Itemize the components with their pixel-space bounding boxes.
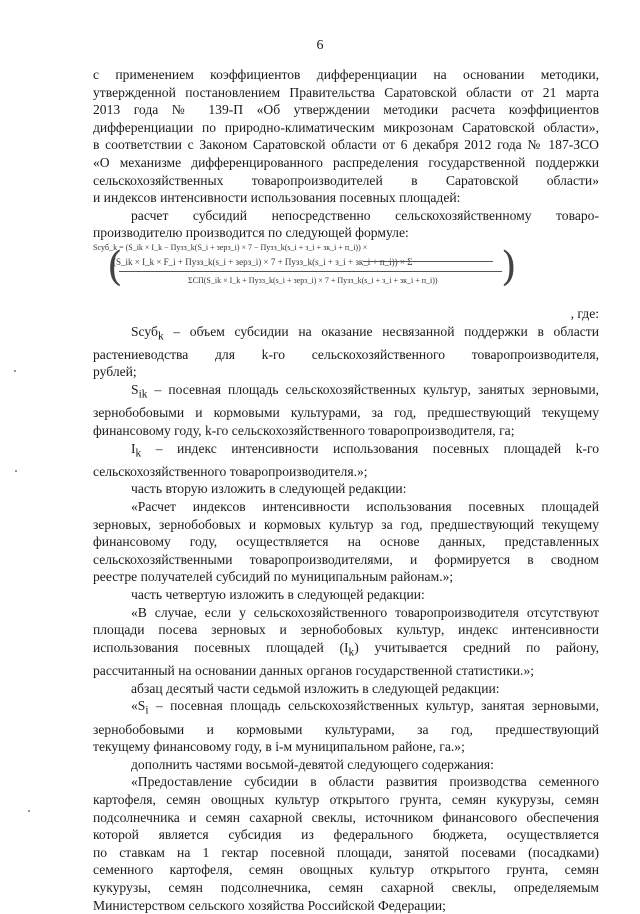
text-line: семенного картофеля, семян овощных культур открытого грунта, семян (93, 862, 599, 878)
definition-text: – индекс интенсивности использования посевных площадей k-го (141, 440, 599, 456)
text-line: дифференциации по природно-климатическим микрозонам Саратовской области», (93, 119, 599, 135)
scan-speck (15, 470, 17, 472)
formula-fraction-bar (119, 271, 502, 272)
text-line (93, 639, 599, 662)
text-line: растениеводства для k-го сельскохозяйственного товаропроизводителя, (93, 346, 599, 362)
document-body (93, 66, 599, 914)
text-line: зерновых, зернобобовых и кормовых культур за год, предшествующий текущему (93, 516, 599, 532)
formula-inner-fraction (363, 261, 493, 262)
text-line: по ставкам на 1 гектар посевной площади, занятой посевами (посадками) (93, 844, 599, 860)
symbol: «S (131, 698, 146, 714)
text-fragment: ) учитывается средний по району, (354, 639, 599, 655)
definition-line (93, 381, 599, 404)
text-line: сельскохозяйственного товаропроизводителя.»; (93, 463, 368, 479)
formula-denominator: ΣСП(S_ik × I_k + Пузз_k(s_i + зерз_i) × 7 + Пузз_k(s_i + з_i + зк_i + п_i)) (188, 275, 438, 285)
symbol-sub: i (145, 705, 149, 717)
text-fragment: использования посевных площадей (I (93, 639, 349, 655)
text-line: рассчитанный на основании данных органов государственной статистики.»; (93, 663, 535, 679)
text-line: финансовому году, осуществляется на основе данных, представленных (93, 534, 599, 550)
definition-line (93, 440, 599, 463)
symbol-sub: k (135, 447, 142, 460)
text-line: площади посева зерновых и зернобобовых культур, индекс интенсивности (93, 622, 599, 638)
text-line: зернобобовыми и кормовыми культурами, за год, предшествующий текущему (93, 405, 599, 421)
text-line: картофеля, семян овощных культур открытого грунта, семян кукурузы, семян (93, 791, 599, 807)
symbol: S (131, 382, 139, 398)
text-line: кукурузы, семян подсолнечника, семян сахарной свеклы, определяемым (93, 879, 599, 895)
text-line: текущему финансовому году, в i-м муниципальном районе, га.»; (93, 739, 465, 755)
text-line: подсолнечника и семян сахарной свеклы, источником финансового обеспечения (93, 809, 599, 825)
formula-paren-left: ( (107, 243, 123, 290)
scan-speck (28, 810, 30, 812)
text-line: сельскохозяйственных товаропроизводителей в Саратовской области» (93, 172, 599, 188)
formula-line-1: Scyб_k = (S_ik × I_k − Пузз_k(S_i + зерз_i) × 7 − Пузз_k(s_i + з_i + зк_i + п_i)) × (93, 242, 368, 252)
text-line: «Предоставление субсидии в области развития производства семенного (131, 774, 599, 790)
amendment-intro: абзац десятый части седьмой изложить в следующей редакции: (131, 680, 500, 696)
definition-text: – объем субсидии на оказание несвязанной поддержки в области (163, 323, 599, 339)
text-line: реестре получателей субсидий по муниципальным районам.»; (93, 569, 454, 585)
page-number: 6 (316, 38, 324, 53)
formula-where: , где: (570, 305, 599, 321)
text-line: которой является субсидия из федерального бюджета, осуществляется (93, 827, 599, 843)
formula-numerator: (S_ik × I_k × F_i + Пузз_k(s_i + зерз_i) × 7 + Пузз_k(s_i + з_i + зк_i + п_i)) × Σ (113, 256, 413, 267)
text-line: утвержденной постановлением Правительства Саратовской области от 21 марта (93, 84, 599, 100)
definition-line (93, 697, 599, 720)
text-line: производителю производится по следующей формуле: (93, 225, 409, 241)
symbol-sub: ik (138, 388, 148, 401)
text-line: Министерством сельского хозяйства Российской Федерации; (93, 897, 446, 913)
text-line: «О механизме дифференцированного распределения государственной поддержки (93, 154, 599, 170)
amendment-intro: часть вторую изложить в следующей редакции: (131, 481, 407, 497)
text-line: рублей; (93, 364, 137, 380)
symbol-sub: k (157, 330, 164, 343)
amendment-intro: дополнить частями восьмой-девятой следующего содержания: (131, 756, 494, 772)
text-line: 2013 года № 139-П «Об утверждении методики расчета коэффициентов (93, 102, 599, 118)
text-line: сельскохозяйственными товаропроизводителями, и формируется в сводном (93, 551, 599, 567)
text-line: в соответствии с Законом Саратовской области от 6 декабря 2012 года № 187-ЗСО (93, 137, 599, 153)
symbol: Sсуб (131, 323, 158, 339)
amendment-intro: часть четвертую изложить в следующей редакции: (131, 587, 425, 602)
text-line: «Расчет индексов интенсивности использования посевных площадей (131, 499, 599, 515)
text-line: расчет субсидий непосредственно сельскохозяйственному товаро- (131, 207, 599, 223)
subsidy-formula (93, 243, 599, 301)
text-line: финансовому году, k-го сельскохозяйственного товаропроизводителя, га; (93, 422, 515, 438)
text-line: зернобобовыми и кормовыми культурами, за год, предшествующий (93, 721, 599, 737)
text-line: «В случае, если у сельскохозяйственного товаропроизводителя отсутствуют (131, 604, 599, 620)
text-line: и индексов интенсивности использования посевных площадей: (93, 190, 461, 206)
symbol: I (131, 440, 136, 456)
definition-text: – посевная площадь сельскохозяйственных культур, занятых зерновыми, (147, 382, 599, 398)
scan-speck (14, 370, 16, 372)
definition-text: – посевная площадь сельскохозяйственных культур, занятая зерновыми, (148, 698, 599, 714)
symbol-sub: k (348, 646, 355, 659)
text-line: с применением коэффициентов дифференциации на основании методики, (93, 67, 599, 82)
formula-paren-right: ) (501, 243, 517, 290)
definition-line (93, 323, 599, 346)
